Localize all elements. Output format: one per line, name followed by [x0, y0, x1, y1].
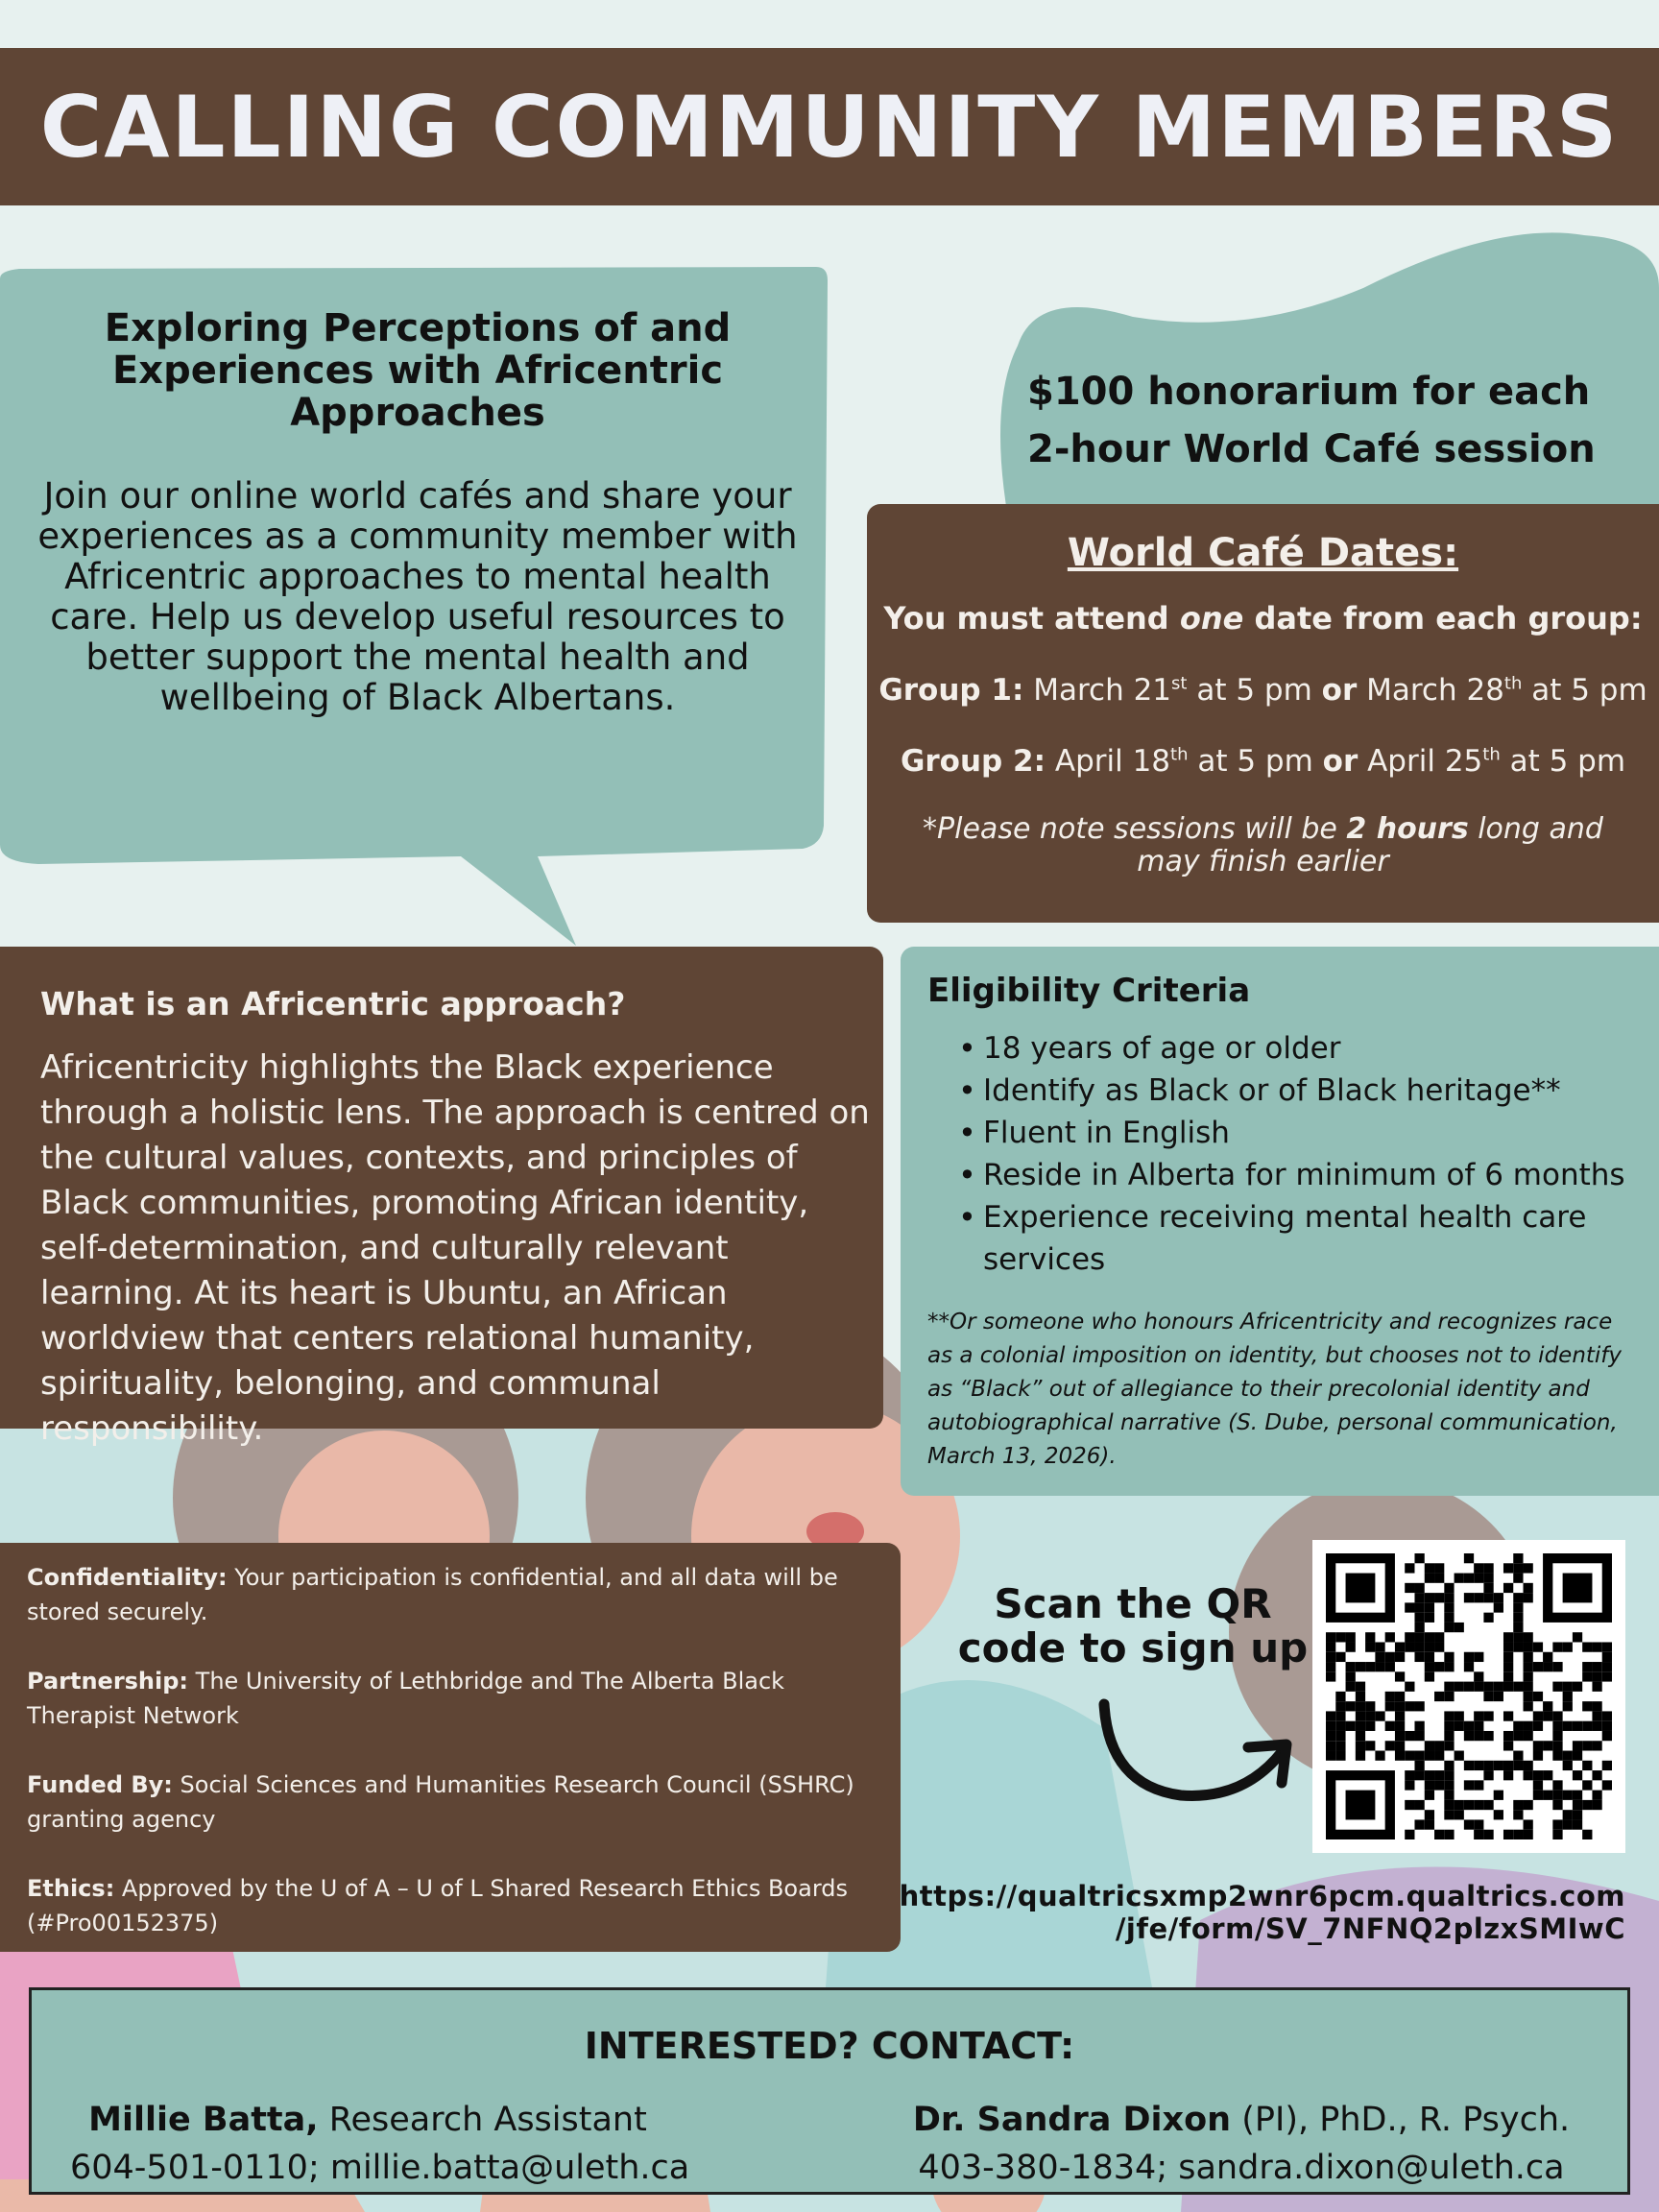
honorarium-line-2: 2-hour World Café session [1027, 427, 1596, 471]
honorarium-callout [1027, 363, 1642, 478]
contact-person-2 [896, 2096, 1587, 2192]
funding-label: Funded By: [27, 1771, 173, 1798]
group-1-date-a: March 21 [1033, 673, 1172, 708]
world-cafe-dates-panel [867, 504, 1659, 923]
group-1-date-a-suffix: st [1171, 673, 1188, 694]
africentric-title: What is an Africentric approach? [40, 985, 626, 1022]
confidentiality-text: Your participation is confidential, and all data will be stored securely. [27, 1564, 838, 1625]
group-2-time-a: at 5 pm [1188, 744, 1323, 779]
group-1-or: or [1321, 673, 1358, 708]
group-2-dates [867, 744, 1659, 779]
curved-arrow-icon [1090, 1695, 1296, 1810]
contact-person-2-details[interactable]: 403-380-1834; sandra.dixon@uleth.ca [918, 2149, 1565, 2187]
contact-person-2-title [896, 2096, 1587, 2144]
group-2-or: or [1322, 744, 1358, 779]
contact-person-1-role: Research Assistant [318, 2101, 647, 2139]
partnership-text: The University of Lethbridge and The Alberta Black Therapist Network [27, 1668, 785, 1729]
dates-instruction-prefix: You must attend [883, 600, 1180, 637]
eligibility-item: • Reside in Alberta for minimum of 6 months [958, 1154, 1640, 1196]
contact-panel [29, 1987, 1630, 2195]
contact-heading: INTERESTED? CONTACT: [584, 2025, 1075, 2067]
dates-note [867, 813, 1659, 878]
dates-instruction-suffix: date from each group: [1243, 600, 1643, 637]
signup-url-line-1: https://qualtricsxmp2wnr6pcm.qualtrics.com [899, 1880, 1625, 1912]
group-1-dates [867, 673, 1659, 708]
contact-person-1 [70, 2096, 690, 2192]
group-2-date-b: April 25 [1358, 744, 1483, 779]
group-2-date-a-suffix: th [1170, 744, 1189, 765]
group-2-date-b-suffix: th [1482, 744, 1501, 765]
eligibility-item: • Experience receiving mental health care services [958, 1196, 1640, 1281]
contact-person-1-title [70, 2096, 665, 2144]
dates-instruction [867, 600, 1659, 637]
study-info-panel [0, 1543, 901, 1952]
eligibility-footnote: **Or someone who honours Africentricity and recognizes race as a colonial imposition on identity, but chooses not to identify as “Black” out of allegiance to their precolonial identity and autobiographical narrative (S. Dube, personal communication, March 13, 2026). [927, 1310, 1623, 1469]
eligibility-item: • Identify as Black or of Black heritage** [958, 1070, 1640, 1112]
group-2-time-b: at 5 pm [1500, 744, 1626, 779]
group-2-date-a: April 18 [1054, 744, 1171, 779]
eligibility-panel [901, 947, 1659, 1496]
signup-url[interactable] [864, 1880, 1625, 1945]
scan-prompt [946, 1582, 1320, 1671]
ethics-info [27, 1871, 881, 1940]
contact-person-2-name: Dr. Sandra Dixon [912, 2101, 1232, 2139]
intro-title: Exploring Perceptions of and Experiences with Africentric Approaches [104, 306, 732, 435]
signup-qr-code[interactable] [1312, 1540, 1625, 1853]
partnership-info [27, 1664, 881, 1733]
scan-line-2: code to sign up [957, 1624, 1309, 1671]
dates-note-suffix: long and may finish earlier [1137, 812, 1603, 878]
dates-note-bold: 2 hours [1346, 812, 1469, 846]
africentric-approach-panel [0, 947, 883, 1448]
group-1-time-b: at 5 pm [1522, 673, 1647, 708]
contact-person-2-role: (PI), PhD., R. Psych. [1231, 2101, 1571, 2139]
eligibility-title: Eligibility Criteria [927, 972, 1251, 1010]
dates-instruction-emphasis: one [1179, 600, 1244, 637]
scan-line-1: Scan the QR [994, 1580, 1272, 1627]
dates-title: World Café Dates: [1067, 531, 1459, 575]
eligibility-item: • Fluent in English [958, 1112, 1640, 1154]
group-1-date-b: March 28 [1357, 673, 1504, 708]
group-1-label: Group 1: [878, 673, 1024, 708]
intro-section [29, 307, 806, 718]
contact-person-1-details[interactable]: 604-501-0110; millie.batta@uleth.ca [70, 2149, 690, 2187]
partnership-label: Partnership: [27, 1668, 189, 1695]
group-1-date-b-suffix: th [1503, 673, 1523, 694]
group-2-label: Group 2: [900, 744, 1046, 779]
eligibility-item: • 18 years of age or older [958, 1027, 1640, 1070]
confidentiality-info [27, 1560, 881, 1629]
ethics-label: Ethics: [27, 1875, 115, 1902]
header-banner [0, 48, 1659, 205]
qr-code-icon [1326, 1553, 1612, 1839]
confidentiality-label: Confidentiality: [27, 1564, 228, 1591]
group-1-time-a: at 5 pm [1187, 673, 1322, 708]
africentric-body: Africentricity highlights the Black experience through a holistic lens. The approach is centred on the cultural values, contexts, and principles of Black communities, promoting African identity, self-determination, and culturally relevant learning. At its heart is Ubuntu, an African worldview that centers relational humanity, spirituality, belonging, and communal responsibility. [40, 1048, 870, 1448]
honorarium-line-1: $100 honorarium for each [1027, 370, 1591, 414]
eligibility-list [927, 1027, 1640, 1281]
signup-url-line-2: /jfe/form/SV_7NFNQ2plzxSMIwC [1115, 1912, 1625, 1945]
ethics-text: Approved by the U of A – U of L Shared Research Ethics Boards (#Pro00152375) [27, 1875, 848, 1936]
dates-note-prefix: *Please note sessions will be [923, 812, 1347, 846]
funding-info [27, 1767, 881, 1837]
contact-person-1-name: Millie Batta, [88, 2101, 319, 2139]
banner-title: CALLING COMMUNITY MEMBERS [39, 77, 1620, 177]
intro-body: Join our online world cafés and share your experiences as a community member with Africentric approaches to mental health care. Help us develop useful resources to better support the mental health and wellbeing of Black Albertans. [37, 475, 798, 718]
funding-text: Social Sciences and Humanities Research Council (SSHRC) granting agency [27, 1771, 854, 1833]
